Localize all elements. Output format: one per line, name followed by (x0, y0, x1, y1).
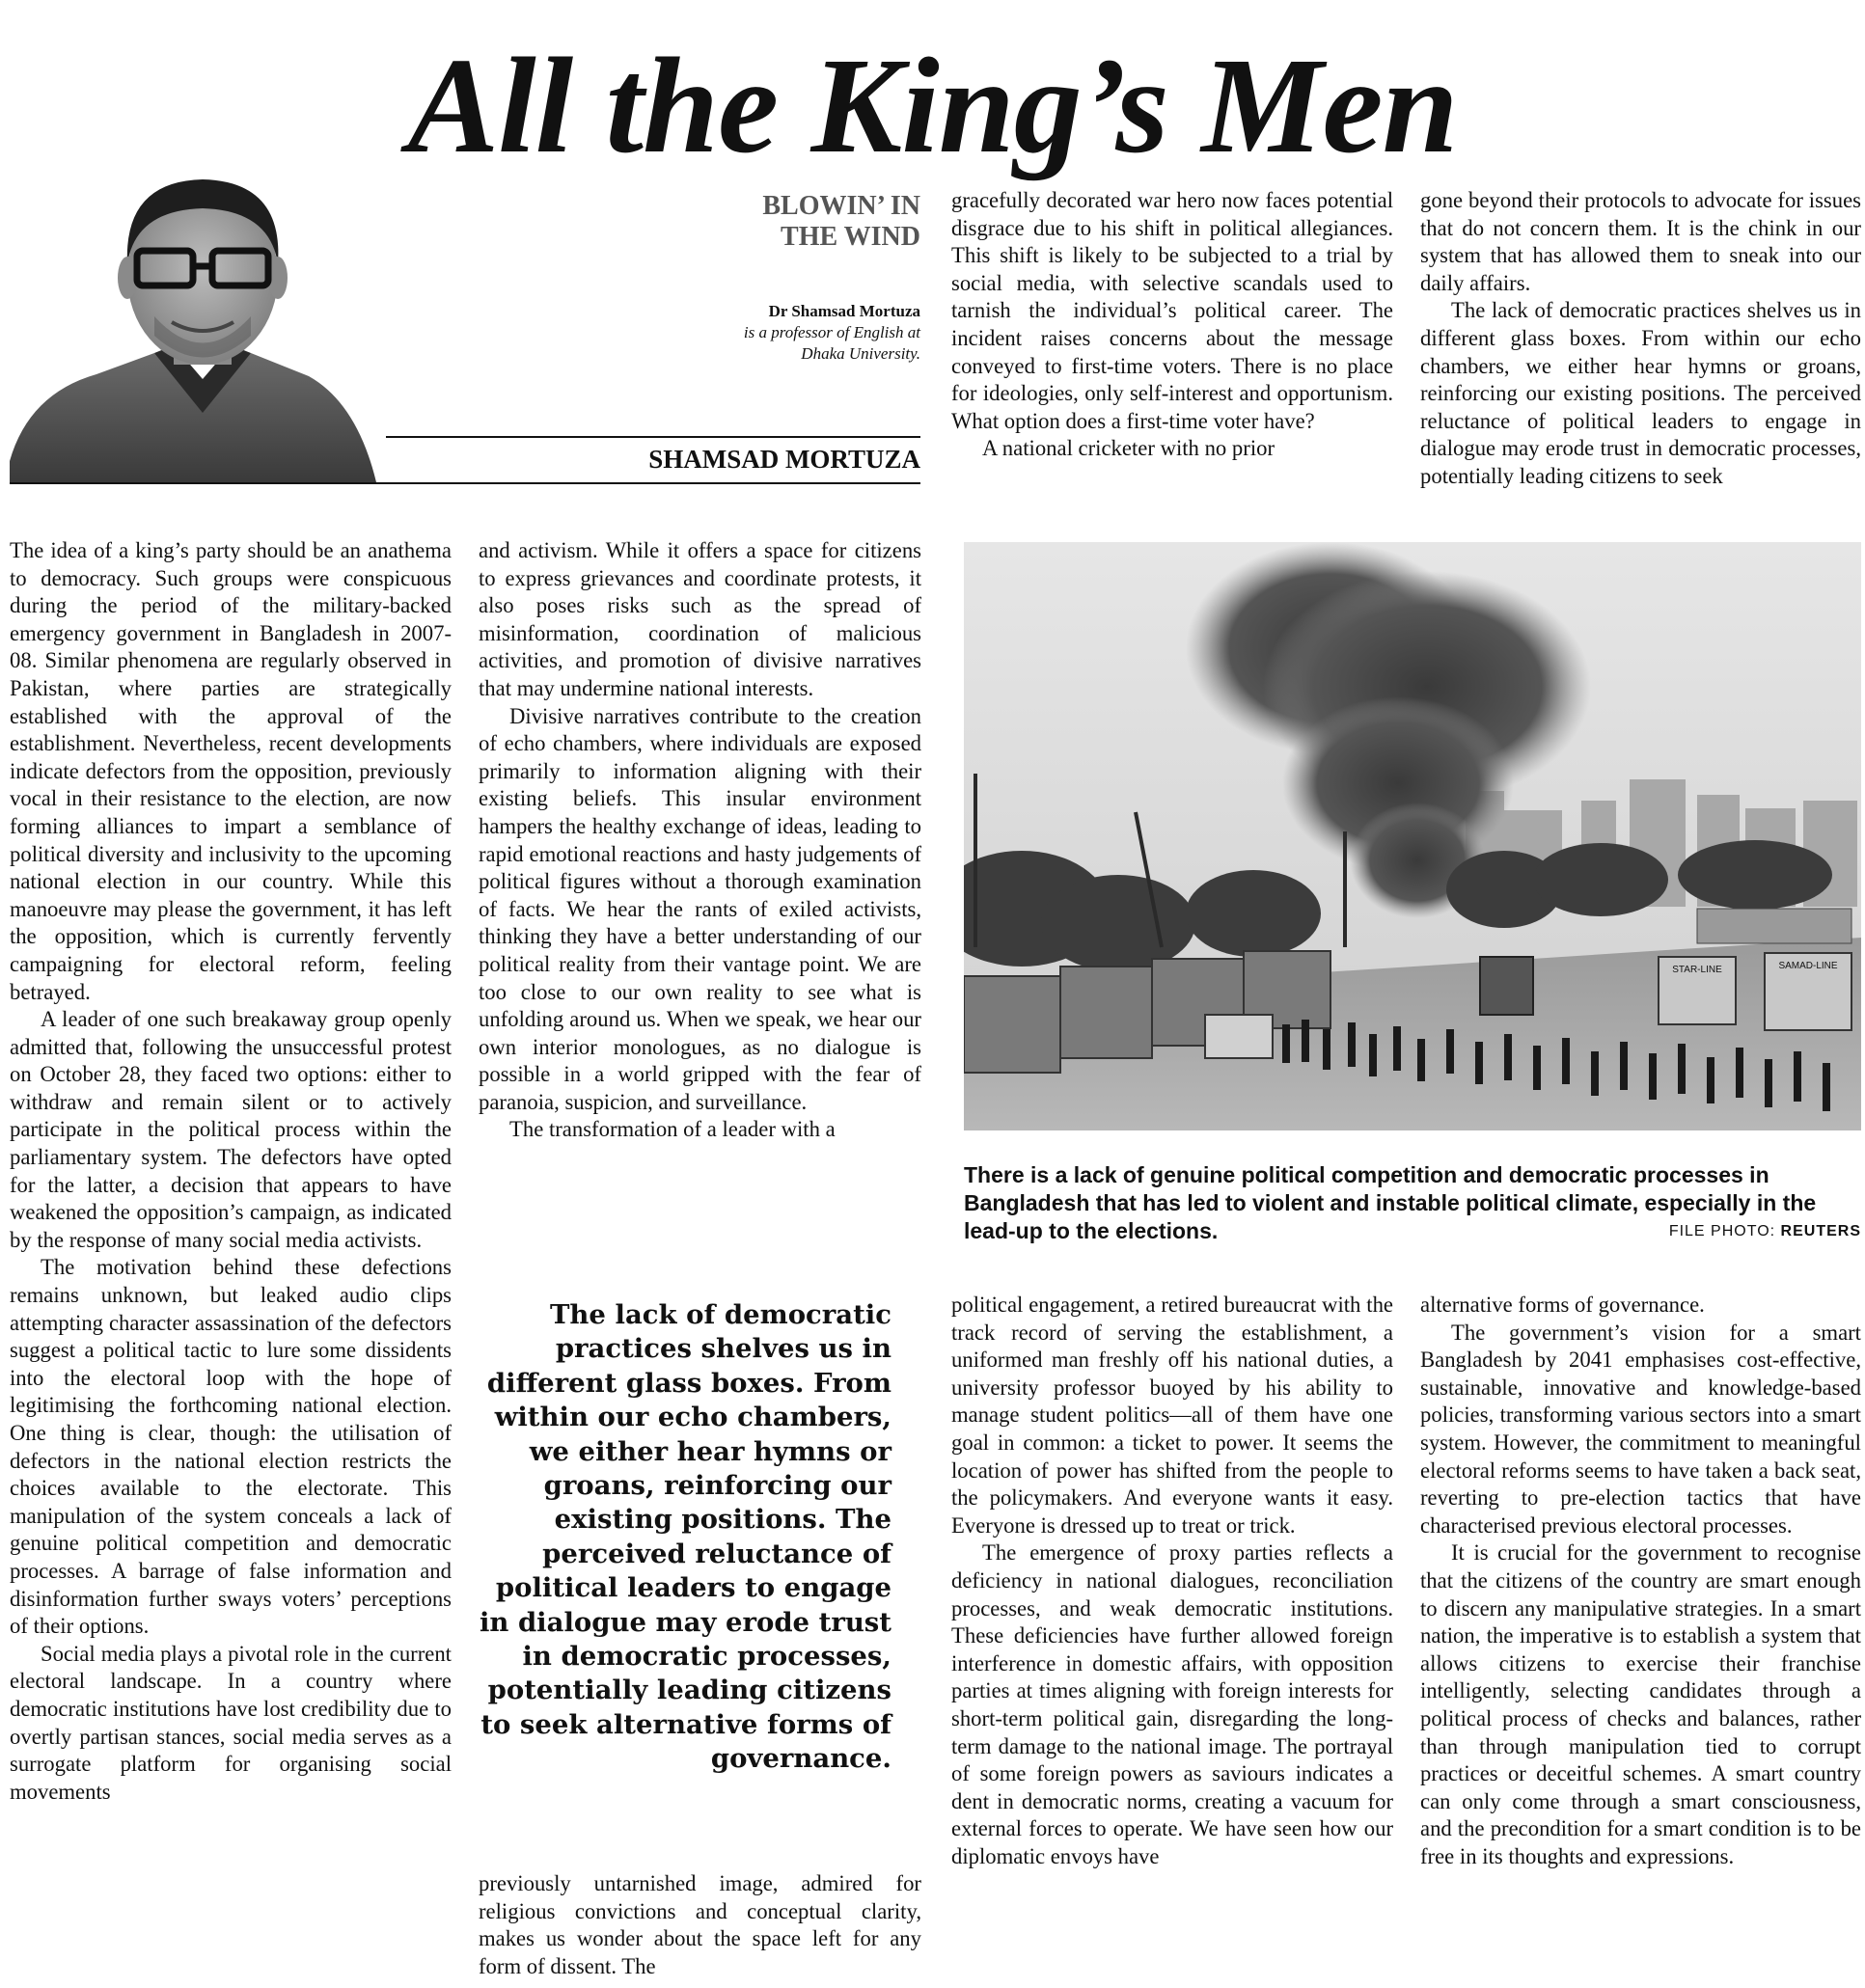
paragraph: alternative forms of governance. (1420, 1293, 1705, 1317)
byline-rule-bottom (10, 482, 920, 484)
paragraph: A leader of one such breakaway group openly admitted that, following the unsuccessful protest on October 28, they faced two options: either to withdraw and remain silent or to actively participate in the political process within the parliamentary system. The defectors have opted for the latter, a decision that appears to have weakened the opposition’s campaign, as indicated by the response of many social media activists. (10, 1007, 452, 1252)
column-4-bottom (1420, 1292, 1861, 1984)
column-3-bottom (951, 1292, 1393, 1984)
paragraph: gracefully decorated war hero now faces potential disgrace due to his shift in political allegiances. This shift is likely to be subjected to a trial by social media, with selective scandals used to tarnish the individual’s political career. The incident raises concerns about the message conveyed to first-time voters. There is no place for ideologies, only self-interest and opportunism. What option does a first-time voter have? (951, 188, 1393, 433)
paragraph: gone beyond their protocols to advocate for issues that do not concern them. It is the chink in our system that has allowed them to sneak into our daily affairs. (1420, 188, 1861, 295)
paragraph: The government’s vision for a smart Bangladesh by 2041 emphasises cost-effective, sustainable, innovative and knowledge-based policies, transforming various sectors into a smart system. However, the commitment to meaningful electoral reforms seems to have taken a back seat, reverting to pre-election tactics that have characterised previous electoral processes. (1420, 1320, 1861, 1538)
photo-credit-label: FILE PHOTO: (1668, 1223, 1776, 1239)
paragraph: The transformation of a leader with a (509, 1117, 836, 1142)
photo-caption: There is a lack of genuine political competition and democratic processes in Bangladesh that has led to violent and instable political climate, especially in the lead-up to the elections. (964, 1162, 1817, 1243)
paragraph: and activism. While it offers a space for citizens to express grievances and coordinate protests, it also poses risks such as the spread of misinformation, coordination of malicious activities, and promotion of divisive narratives that may undermine national interests. (479, 538, 921, 700)
author-bio-name: Dr Shamsad Mortuza (768, 302, 920, 320)
paragraph: The lack of democratic practices shelves us in different glass boxes. From within our echo chambers, we either hear hymns or groans, reinforcing our existing positions. The perceived reluctance of political leaders to engage in dialogue may erode trust in democratic processes, potentially leading citizens to seek (1420, 298, 1861, 488)
bus-sign-left: STAR-LINE (1672, 965, 1722, 975)
column-name-line2: THE WIND (781, 222, 920, 253)
paragraph: previously untarnished image, admired for religious convictions and conceptual clarity, makes us wonder about the space left for any form of dissent. The (479, 1871, 921, 1978)
byline-rule-top (386, 436, 920, 438)
paragraph: The emergence of proxy parties reflects a deficiency in national dialogues, reconciliation processes, and weak democratic institutions. These deficiencies have further allowed foreign interference in domestic affairs, with opposition parties at times aligning with foreign interests for short-term political gain, disregarding the long-term damage to the national image. The portrayal of some foreign powers as saviours indicates a dent in democratic norms, creating a vacuum for external forces to operate. We have seen how our diplomatic envoys have (951, 1540, 1393, 1868)
photo-credit (1640, 1223, 1861, 1240)
pull-quote: The lack of democratic practices shelves us in different glass boxes. From within our echo chambers, we either hear hymns or groans, reinforcing our existing positions. The perceived reluctance of political leaders to engage in dialogue may erode trust in democratic processes, potentially leading citizens to seek alternative forms of governance. (479, 1299, 891, 1775)
photo-credit-source: REUTERS (1780, 1223, 1861, 1239)
author-bio-desc1: is a professor of English at (743, 323, 920, 342)
column-2-top (479, 537, 921, 1255)
armoured-vehicle (1205, 1015, 1273, 1058)
column-name (637, 191, 920, 253)
bus-sign-right: SAMAD-LINE (1778, 961, 1838, 971)
paragraph: The motivation behind these defections remains unknown, but leaked audio clips attempting character assassination of the defectors suggest a political tactic to lure some dissidents into the electoral loop with the hope of legitimising the forthcoming national election. One thing is clear, though: the utilisation of defectors in the national election restricts the choices available to the electorate. This manipulation of the system conceals a lack of genuine political competition and democratic processes. A barrage of false information and disinformation further sways voters’ perceptions of their options. (10, 1255, 452, 1639)
news-photo (964, 542, 1861, 1130)
column-name-line1: BLOWIN’ IN (762, 191, 920, 221)
column-2-bottom (479, 1870, 921, 1984)
paragraph: It is crucial for the government to recognise that the citizens of the country are smart enough to discern any manipulative strategies. In a smart nation, the imperative is to establish a system that allows citizens to exercise their franchise intelligently, selecting candidates through a political process of checks and balances, rather than through manipulation tied to corrupt practices or deceitful schemes. A smart country can only come through a smart consciousness, and the precondition for a smart condition is to be free in its thoughts and expressions. (1420, 1540, 1861, 1868)
byline: SHAMSAD MORTUZA (648, 445, 920, 474)
headline: All the King’s Men (407, 29, 1458, 181)
paragraph: A national cricketer with no prior (982, 436, 1275, 461)
column-1 (10, 537, 452, 1984)
author-bio-desc2: Dhaka University. (801, 344, 920, 364)
paragraph: political engagement, a retired bureaucrat with the track record of serving the establishment, a uniformed man freshly off his national duties, a university professor buoyed by his ability to manage student politics—all of them have one goal in common: a ticket to power. It seems the location of power has shifted from the people to the policymakers. And everyone wants it easy. Everyone is dressed up to treat or trick. (951, 1293, 1393, 1538)
paragraph: Divisive narratives contribute to the creation of echo chambers, where individuals are exposed primarily to information aligning with their existing beliefs. This insular environment hampers the healthy exchange of ideas, leading to rapid emotional reactions and hasty judgements of political figures without a thorough examination of facts. We hear the rants of exiled activists, thinking they have a better understanding of our political reality from their vantage point. We are too close to our own reality to see what is unfolding around us. When we speak, we hear our own interior monologues, as no dialogue is possible in a world gripped with the fear of paranoia, suspicion, and surveillance. (479, 703, 921, 1114)
column-3-top (951, 187, 1393, 517)
paragraph: Social media plays a pivotal role in the current electoral landscape. In a country where democratic institutions have lost credibility due to overtly partisan stances, social media serves as a surrogate platform for organising social movements (10, 1641, 452, 1804)
column-4-top (1420, 187, 1861, 517)
paragraph: The idea of a king’s party should be an anathema to democracy. Such groups were conspicuous during the period of the military-backed emergency government in Bangladesh in 2007-08. Similar phenomena are regularly observed in Pakistan, where parties are strategically established with the approval of the establishment. Nevertheless, recent developments indicate defectors from the opposition, previously vocal in their resistance to the election, are now forming alliances to impart a semblance of political diversity and inclusivity to the upcoming national election in our country. While this manoeuvre may please the government, it has left the opposition, which is currently fervently campaigning for electoral reform, feeling betrayed. (10, 538, 452, 1004)
author-bio (637, 301, 920, 365)
